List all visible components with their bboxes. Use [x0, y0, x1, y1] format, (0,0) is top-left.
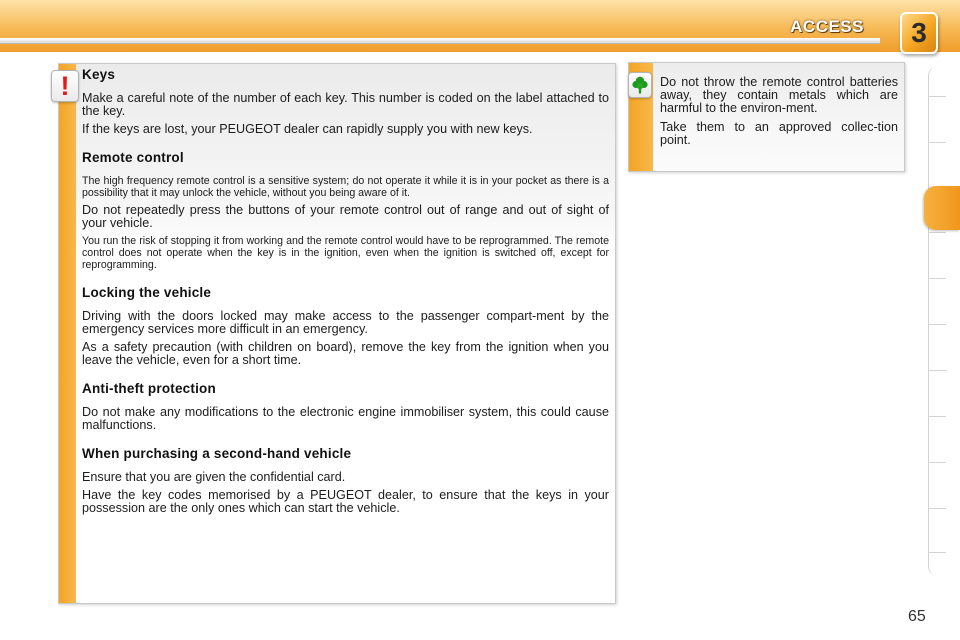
paragraph: Make a careful note of the number of each key. This number is coded on the label attached to the key.	[82, 91, 609, 118]
paragraph: If the keys are lost, your PEUGEOT dealer can rapidly supply you with new keys.	[82, 122, 533, 136]
environment-panel-content	[660, 76, 898, 153]
paragraph: Have the key codes memorised by a PEUGEOT dealer, to ensure that the keys in your possession are the only ones which can start the vehicle.	[82, 488, 609, 515]
paragraph: Take them to an approved collec-tion point.	[660, 120, 898, 147]
chapter-title: ACCESS	[790, 17, 864, 36]
tab-divider	[928, 552, 946, 553]
tab-divider	[928, 508, 946, 509]
paragraph: As a safety precaution (with children on board), remove the key from the ignition when you leave the vehicle, even for a short time.	[82, 340, 609, 367]
paragraph: You run the risk of stopping it from working and the remote control would have to be reprogrammed. The remote control does not operate when the key is in the ignition, even when the ignition is switched off, except for reprogramming.	[82, 235, 609, 271]
paragraph: Do not repeatedly press the buttons of your remote control out of range and out of sight of your vehicle.	[82, 203, 609, 230]
tab-divider	[928, 278, 946, 279]
section-heading-anti-theft: Anti-theft protection	[82, 381, 216, 396]
tab-divider	[928, 370, 946, 371]
section-heading-remote-control: Remote control	[82, 150, 184, 165]
section-heading-second-hand: When purchasing a second-hand vehicle	[82, 446, 352, 461]
paragraph: Do not make any modifications to the electronic engine immobiliser system, this could cause malfunctions.	[82, 405, 609, 432]
paragraph: The high frequency remote control is a sensitive system; do not operate it while it is in your pocket as there is a possibility that it may unlock the vehicle, without you being aware of it.	[82, 175, 609, 199]
tab-divider	[928, 324, 946, 325]
tree-icon	[628, 72, 652, 98]
warning-icon: !	[51, 70, 79, 102]
paragraph: Do not throw the remote control batteries away, they contain metals which are harmful to the environ-ment.	[660, 75, 898, 115]
section-heading-locking: Locking the vehicle	[82, 285, 212, 300]
header-divider	[0, 38, 880, 44]
section-heading-keys: Keys	[82, 67, 116, 82]
tab-divider	[928, 96, 946, 97]
page-number: 65	[908, 608, 926, 625]
chapter-number-badge: 3	[900, 12, 938, 54]
paragraph: Driving with the doors locked may make access to the passenger compart-ment by the emergency services more difficult in an emergency.	[82, 309, 609, 336]
tab-divider	[928, 142, 946, 143]
paragraph: Ensure that you are given the confidential card.	[82, 470, 346, 484]
tab-divider	[928, 416, 946, 417]
tab-divider	[928, 232, 946, 233]
panel-accent-bar	[59, 64, 76, 603]
tab-divider	[928, 462, 946, 463]
chapter-tab-active[interactable]	[924, 186, 960, 230]
warning-panel-content	[82, 67, 609, 520]
